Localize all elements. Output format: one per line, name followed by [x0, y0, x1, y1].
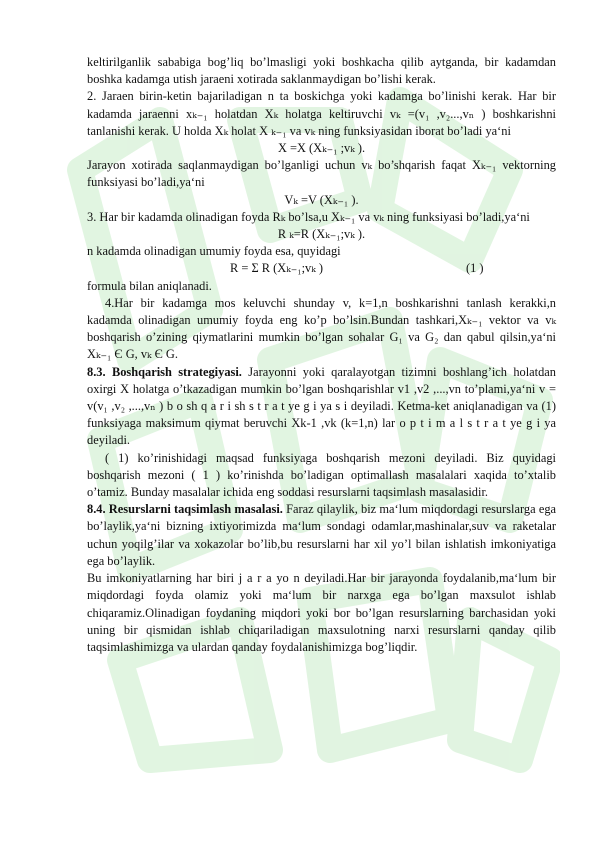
- paragraph-point-4: 4.Har bir kadamga mos keluvchi shunday v, k=1,n boshkarishni tanlash kerakki,n kadamda olinadigan umumiy foyda eng ko’p bo’lsin.Bundan tashkari,Xₖ₋₁ vektor va vₖ boshqarish o’zining qiymatlarini mumkin bo’lgan sohalar G₁ va G₂ dan qabul qilsin,ya‘ni Xₖ₋₁ Є G, vₖ Є G.: [87, 295, 556, 362]
- heading-8-4: 8.4. Resurslarni taqsimlash masalasi.: [87, 502, 283, 517]
- paragraph-intro: keltirilganlik sababiga bog’liq bo’lmasligi yoki boshkacha qilib aytganda, bir kadamdan boshka kadamga utish jaraeni xotirada saklanmaydigan bo’lishi kerak.: [87, 55, 556, 87]
- paragraph-control: Jarayon xotirada saqlanmaydigan bo’lganligi uchun vₖ bo’shqarish faqat Xₖ₋₁ vektorning funksiyasi bo’ladi,ya‘ni: [87, 158, 556, 190]
- section-8-4: [87, 501, 556, 570]
- formula-state: X =X (Xₖ₋₁ ;vₖ ).: [277, 141, 366, 156]
- formula-control: Vₖ =V (Xₖ₋₁ ).: [284, 192, 359, 207]
- paragraph-processes: Bu imkoniyatlarning har biri j a r a yo n deyiladi.Har bir jarayonda foydalanib,ma‘lum bir miqdordagi foyda olamiz yoki ma‘lum bir narxga ega bo’lgan maxsulot ishlab chiqaramiz.Olinadigan foydaning miqdori yoki bor bo’lgan resurslarning barchasidan yoki uning bir qismidan ishlab chiqariladigan maxsulotning narxi resurslarni qanday qilib taqsimlashimizga va ulardan qanday foydalanishimizga bog’liqdir.: [87, 571, 556, 654]
- formula-profit: R ₖ=R (Xₖ₋₁;vₖ ).: [277, 227, 366, 242]
- document-page: [87, 54, 556, 656]
- formula-number: (1 ): [466, 261, 484, 276]
- section-8-3: [87, 364, 556, 450]
- formula-sum: R = Σ R (Xₖ₋₁;vₖ ): [230, 261, 323, 276]
- paragraph-point-2: 2. Jaraen birin-ketin bajariladigan n ta boskichga yoki kadamga bo’linishi kerak. Har bir kadamda jaraenni xₖ₋₁ holatdan Xₖ holatga keltiruvchi vₖ =(v₁ ,v₂...,vₙ ) boshkarishni tanlanishi kerak. U holda Xₖ holat X ₖ₋₁ va vₖ ning funksiyasidan iborat bo’ladi ya‘ni: [87, 89, 556, 138]
- heading-8-3: 8.3. Boshqarish strategiyasi.: [87, 364, 242, 379]
- paragraph-point-3: 3. Har bir kadamda olinadigan foyda Rₖ bo’lsa,u Xₖ₋₁ va vₖ ning funksiyasi bo’ladi,ya‘ni: [87, 209, 530, 224]
- section-8-4-text: Faraz qilaylik, biz ma‘lum miqdordagi resurslarga ega bo’laylik,ya‘ni bizning ixtiyorimizda ma‘lum sondagi odamlar,mashinalar,suv va raketalar uchun yoqilg’ilar va xokazolar bo’lib,bu resurslarni har xil yo’l bilan ishlatish imkoniyatiga ega bo’laylik.: [87, 502, 557, 568]
- paragraph-formula-note: formula bilan aniqlanadi.: [87, 278, 212, 293]
- paragraph-total: n kadamda olinadigan umumiy foyda esa, quyidagi: [87, 244, 341, 259]
- formula-sum-row: [87, 260, 556, 277]
- section-8-3-text: Jarayonni yoki qaralayotgan tizimni boshlang’ich holatdan oxirgi X holatga o’tkazadigan mumkin bo’lgan boshqarishlar v1 ,v2 ,...,vn to’plami,ya‘ni v = v(v₁ ,v₂ ,...,vₙ ) b o sh q a r i sh s t r a t ye g i ya s i deyiladi. Ketma-ket aniqlanadigan va (1) funksiyaga maksimum qiymat beruvchi Xk-1 ,vk (k=1,n) lar o p t i m a l s t r a t ye g i ya deyiladi.: [87, 364, 557, 448]
- paragraph-criterion: ( 1) ko’rinishidagi maqsad funksiyaga boshqarish mezoni deyiladi. Biz quyidagi boshqarish mezoni ( 1 ) ko’rinishda bo’ladigan optimallash masalalari xaqida to’xtalib o’tamiz. Bunday masalalar ichida eng soddasi resurslarni taqsimlash masalasidir.: [87, 450, 556, 500]
